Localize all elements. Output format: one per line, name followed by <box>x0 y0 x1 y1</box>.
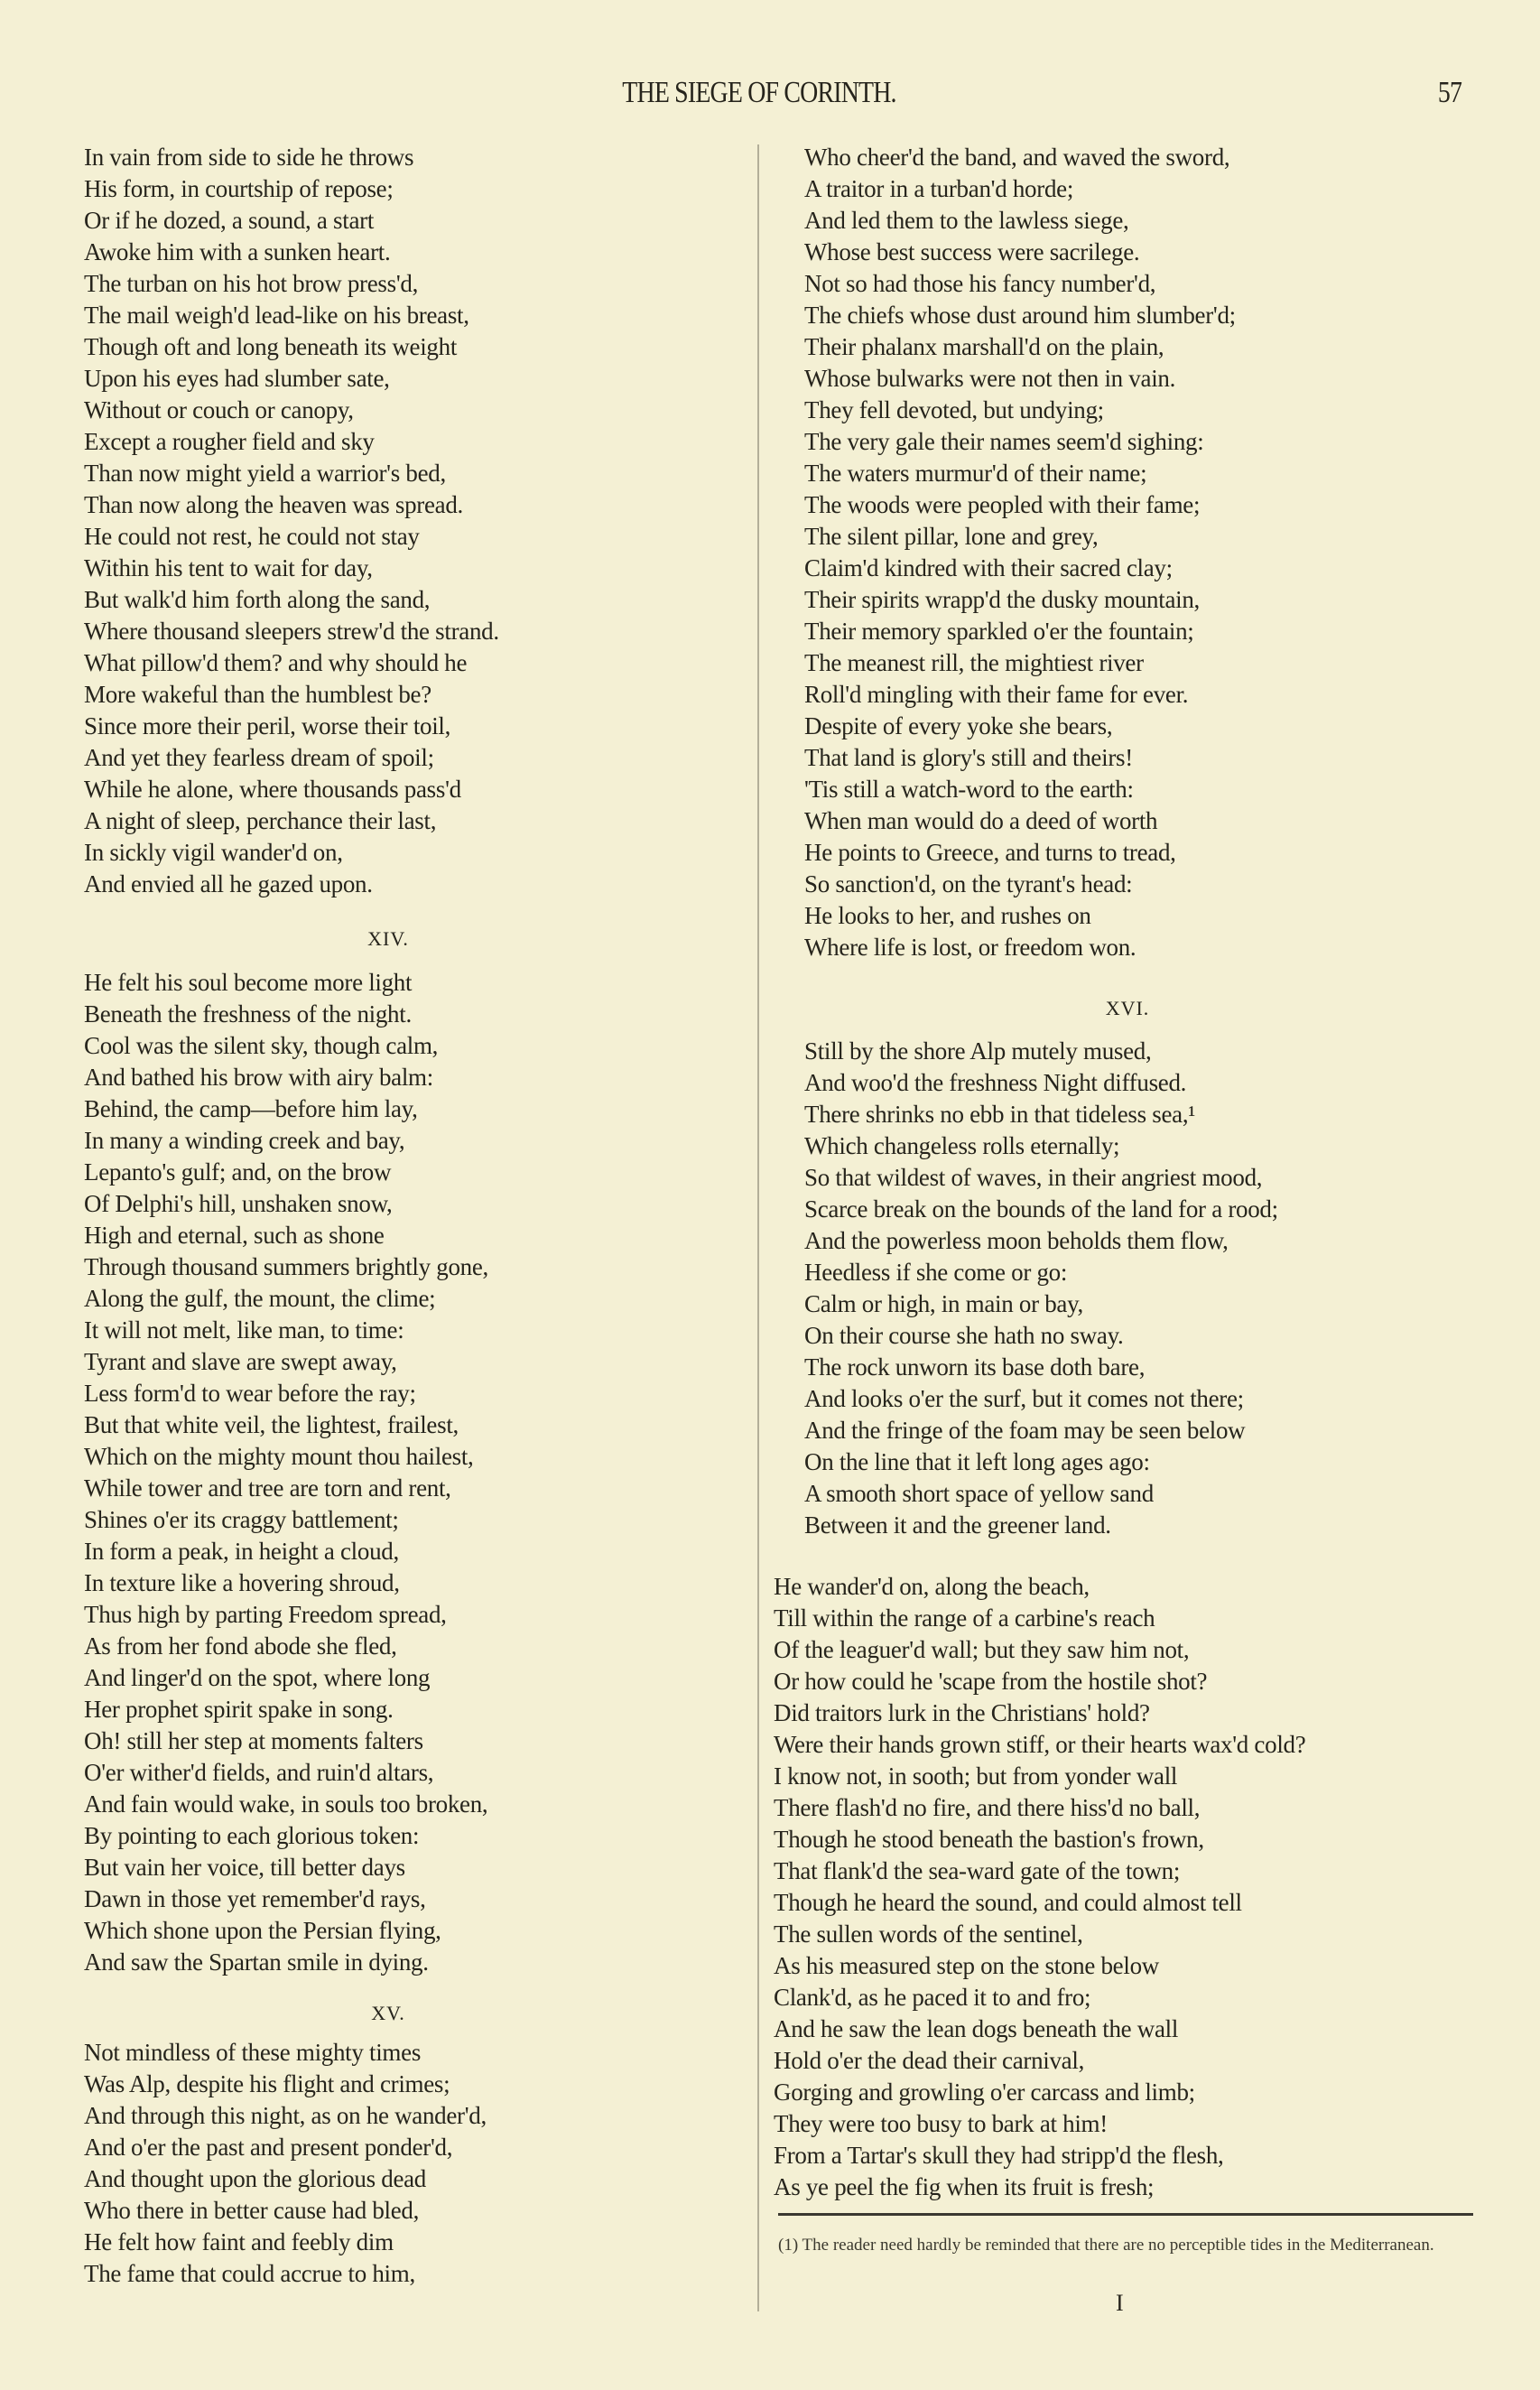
verse-line: Between it and the greener land. <box>804 1511 1111 1539</box>
verse-line: Thus high by parting Freedom spread, <box>84 1601 447 1628</box>
verse-line: Upon his eyes had slumber sate, <box>84 365 390 392</box>
stanza <box>774 1571 1305 2203</box>
verse-line: And the powerless moon beholds them flow, <box>804 1227 1229 1254</box>
verse-line: Despite of every yoke she bears, <box>804 712 1113 739</box>
verse-line: The woods were peopled with their fame; <box>804 491 1201 518</box>
verse-line: Not so had those his fancy number'd, <box>804 270 1156 297</box>
verse-line: Their memory sparkled o'er the fountain; <box>804 618 1194 645</box>
verse-line: They were too busy to bark at him! <box>774 2110 1108 2137</box>
verse-line: And through this night, as on he wander'd, <box>84 2102 487 2129</box>
verse-line: What pillow'd them? and why should he <box>84 649 468 676</box>
verse-line: While tower and tree are torn and rent, <box>84 1474 451 1502</box>
verse-line: Than now along the heaven was spread. <box>84 491 464 518</box>
verse-line: There flash'd no fire, and there hiss'd no ball, <box>774 1794 1201 1821</box>
verse-line: Awoke him with a sunken heart. <box>84 238 391 265</box>
verse-line: He could not rest, he could not stay <box>84 523 420 550</box>
verse-line: And linger'd on the spot, where long <box>84 1664 431 1691</box>
stanza <box>804 1036 1278 1541</box>
verse-line: There shrinks no ebb in that tideless sea,¹ <box>804 1101 1196 1128</box>
verse-line: Was Alp, despite his flight and crimes; <box>84 2070 450 2097</box>
verse-line: And yet they fearless dream of spoil; <box>84 744 434 771</box>
verse-line: Where life is lost, or freedom won. <box>804 934 1136 961</box>
signature-mark: I <box>1116 2290 1124 2316</box>
verse-line: Cool was the silent sky, though calm, <box>84 1032 439 1059</box>
verse-line: Beneath the freshness of the night. <box>84 1000 412 1028</box>
verse-line: Dawn in those yet remember'd rays, <box>84 1885 426 1912</box>
column-divider <box>757 144 759 2311</box>
verse-line: Or if he dozed, a sound, a start <box>84 207 375 234</box>
verse-line: And thought upon the glorious dead <box>84 2165 427 2192</box>
verse-line: Though oft and long beneath its weight <box>84 333 458 360</box>
verse-line: Though he heard the sound, and could almost tell <box>774 1889 1242 1916</box>
verse-line: Since more their peril, worse their toil, <box>84 712 451 739</box>
verse-line: While he alone, where thousands pass'd <box>84 776 461 803</box>
verse-line: Who cheer'd the band, and waved the sword, <box>804 144 1230 171</box>
verse-line: But vain her voice, till better days <box>84 1854 405 1881</box>
verse-line: And he saw the lean dogs beneath the wall <box>774 2015 1179 2042</box>
verse-line: The chiefs whose dust around him slumber'd; <box>804 302 1236 329</box>
verse-line: The mail weigh'd lead-like on his breast, <box>84 302 469 329</box>
verse-line: I know not, in sooth; but from yonder wall <box>774 1762 1178 1790</box>
verse-line: Were their hands grown stiff, or their hearts wax'd cold? <box>774 1731 1306 1758</box>
section-heading-xvi: XVI. <box>1105 997 1150 1019</box>
verse-line: The sullen words of the sentinel, <box>774 1920 1083 1948</box>
verse-line: Or how could he 'scape from the hostile shot? <box>774 1668 1208 1695</box>
verse-line: The silent pillar, lone and grey, <box>804 523 1099 550</box>
verse-line: They fell devoted, but undying; <box>804 396 1104 423</box>
verse-line: From a Tartar's skull they had stripp'd the flesh, <box>774 2142 1224 2169</box>
verse-line: Except a rougher field and sky <box>84 428 375 455</box>
verse-line: Still by the shore Alp mutely mused, <box>804 1037 1152 1065</box>
verse-line: And o'er the past and present ponder'd, <box>84 2134 453 2161</box>
verse-line: And envied all he gazed upon. <box>84 870 373 897</box>
verse-line: Behind, the camp—before him lay, <box>84 1095 418 1122</box>
verse-line: High and eternal, such as shone <box>84 1222 385 1249</box>
verse-line: Calm or high, in main or bay, <box>804 1290 1083 1317</box>
verse-line: As from her fond abode she fled, <box>84 1632 397 1660</box>
verse-line: Though he stood beneath the bastion's frown, <box>774 1826 1204 1853</box>
section-heading-xiv: XIV. <box>367 927 409 950</box>
verse-line: Their phalanx marshall'd on the plain, <box>804 333 1164 360</box>
verse-line: A smooth short space of yellow sand <box>804 1480 1154 1507</box>
verse-line: As ye peel the fig when its fruit is fresh; <box>774 2173 1155 2200</box>
verse-line: In sickly vigil wander'd on, <box>84 839 343 866</box>
verse-line: Shines o'er its craggy battlement; <box>84 1506 399 1533</box>
verse-line: He wander'd on, along the beach, <box>774 1573 1090 1600</box>
verse-line: Gorging and growling o'er carcass and limb; <box>774 2078 1195 2106</box>
page-number: 57 <box>1437 76 1462 109</box>
footnote-rule <box>778 2213 1473 2216</box>
verse-line: In texture like a hovering shroud, <box>84 1569 400 1596</box>
verse-line: In many a winding creek and bay, <box>84 1127 405 1154</box>
verse-line: O'er wither'd fields, and ruin'd altars, <box>84 1759 434 1786</box>
verse-line: Which shone upon the Persian flying, <box>84 1917 441 1944</box>
stanza <box>84 142 499 900</box>
verse-line: Did traitors lurk in the Christians' hold? <box>774 1699 1150 1726</box>
verse-line: The waters murmur'd of their name; <box>804 460 1147 487</box>
verse-line: A traitor in a turban'd horde; <box>804 175 1074 202</box>
stanza <box>84 2037 487 2290</box>
verse-line: On their course she hath no sway. <box>804 1322 1124 1349</box>
verse-line: Oh! still her step at moments falters <box>84 1727 423 1754</box>
verse-line: Heedless if she come or go: <box>804 1259 1068 1286</box>
verse-line: Which changeless rolls eternally; <box>804 1132 1120 1159</box>
verse-line: But that white veil, the lightest, frailest, <box>84 1411 459 1438</box>
verse-line: Without or couch or canopy, <box>84 396 354 423</box>
verse-line: Till within the range of a carbine's reach <box>774 1604 1155 1632</box>
verse-line: Who there in better cause had bled, <box>84 2197 420 2224</box>
verse-line: In form a peak, in height a cloud, <box>84 1538 399 1565</box>
verse-line: Than now might yield a warrior's bed, <box>84 460 446 487</box>
running-title: THE SIEGE OF CORINTH. <box>622 76 896 109</box>
verse-line: Their spirits wrapp'd the dusky mountain, <box>804 586 1200 613</box>
verse-line: The fame that could accrue to him, <box>84 2260 415 2287</box>
verse-line: Within his tent to wait for day, <box>84 554 373 581</box>
verse-line: The meanest rill, the mightiest river <box>804 649 1144 676</box>
verse-line: Along the gulf, the mount, the clime; <box>84 1285 436 1312</box>
verse-line: As his measured step on the stone below <box>774 1952 1159 1979</box>
verse-line: The turban on his hot brow press'd, <box>84 270 419 297</box>
verse-line: In vain from side to side he throws <box>84 144 414 171</box>
verse-line: And led them to the lawless siege, <box>804 207 1129 234</box>
verse-line: Not mindless of these mighty times <box>84 2039 422 2066</box>
verse-line: He points to Greece, and turns to tread, <box>804 839 1176 866</box>
verse-line: Of Delphi's hill, unshaken snow, <box>84 1190 393 1217</box>
verse-line: Clank'd, as he paced it to and fro; <box>774 1984 1091 2011</box>
verse-line: When man would do a deed of worth <box>804 807 1158 834</box>
verse-line: By pointing to each glorious token: <box>84 1822 420 1849</box>
verse-line: That land is glory's still and theirs! <box>804 744 1133 771</box>
verse-line: Her prophet spirit spake in song. <box>84 1696 394 1723</box>
verse-line: He felt his soul become more light <box>84 969 413 996</box>
verse-line: The rock unworn its base doth bare, <box>804 1353 1146 1381</box>
verse-line: But walk'd him forth along the sand, <box>84 586 431 613</box>
verse-line: And bathed his brow with airy balm: <box>84 1064 433 1091</box>
verse-line: A night of sleep, perchance their last, <box>84 807 437 834</box>
stanza <box>804 142 1236 963</box>
verse-line: He looks to her, and rushes on <box>804 902 1091 929</box>
verse-line: And woo'd the freshness Night diffused. <box>804 1069 1187 1096</box>
verse-line: So sanction'd, on the tyrant's head: <box>804 870 1133 897</box>
verse-line: Roll'd mingling with their fame for ever. <box>804 681 1189 708</box>
verse-line: Where thousand sleepers strew'd the strand. <box>84 618 499 645</box>
verse-line: His form, in courtship of repose; <box>84 175 394 202</box>
verse-line: So that wildest of waves, in their angriest mood, <box>804 1164 1263 1191</box>
stanza <box>84 967 488 1978</box>
verse-line: Less form'd to wear before the ray; <box>84 1380 416 1407</box>
verse-line: Whose bulwarks were not then in vain. <box>804 365 1176 392</box>
verse-line: Whose best success were sacrilege. <box>804 238 1140 265</box>
verse-line: Which on the mighty mount thou hailest, <box>84 1443 474 1470</box>
verse-line: Lepanto's gulf; and, on the brow <box>84 1158 392 1186</box>
verse-line: On the line that it left long ages ago: <box>804 1448 1150 1475</box>
verse-line: 'Tis still a watch-word to the earth: <box>804 776 1134 803</box>
verse-line: That flank'd the sea-ward gate of the town; <box>774 1857 1181 1884</box>
verse-line: More wakeful than the humblest be? <box>84 681 431 708</box>
footnote: (1) The reader need hardly be reminded that there are no perceptible tides in the Mediterranean. <box>778 2236 1434 2255</box>
section-heading-xv: XV. <box>371 2002 405 2024</box>
verse-line: And looks o'er the surf, but it comes not there; <box>804 1385 1244 1412</box>
verse-line: Of the leaguer'd wall; but they saw him not, <box>774 1636 1190 1663</box>
verse-line: And fain would wake, in souls too broken, <box>84 1790 488 1818</box>
verse-line: Through thousand summers brightly gone, <box>84 1253 488 1280</box>
verse-line: It will not melt, like man, to time: <box>84 1316 404 1344</box>
verse-line: He felt how faint and feebly dim <box>84 2228 394 2255</box>
verse-line: And the fringe of the foam may be seen below <box>804 1417 1246 1444</box>
verse-line: The very gale their names seem'd sighing: <box>804 428 1204 455</box>
verse-line: Tyrant and slave are swept away, <box>84 1348 397 1375</box>
verse-line: Hold o'er the dead their carnival, <box>774 2047 1085 2074</box>
verse-line: And saw the Spartan smile in dying. <box>84 1948 429 1976</box>
verse-line: Claim'd kindred with their sacred clay; <box>804 554 1173 581</box>
verse-line: Scarce break on the bounds of the land for a rood; <box>804 1195 1278 1223</box>
